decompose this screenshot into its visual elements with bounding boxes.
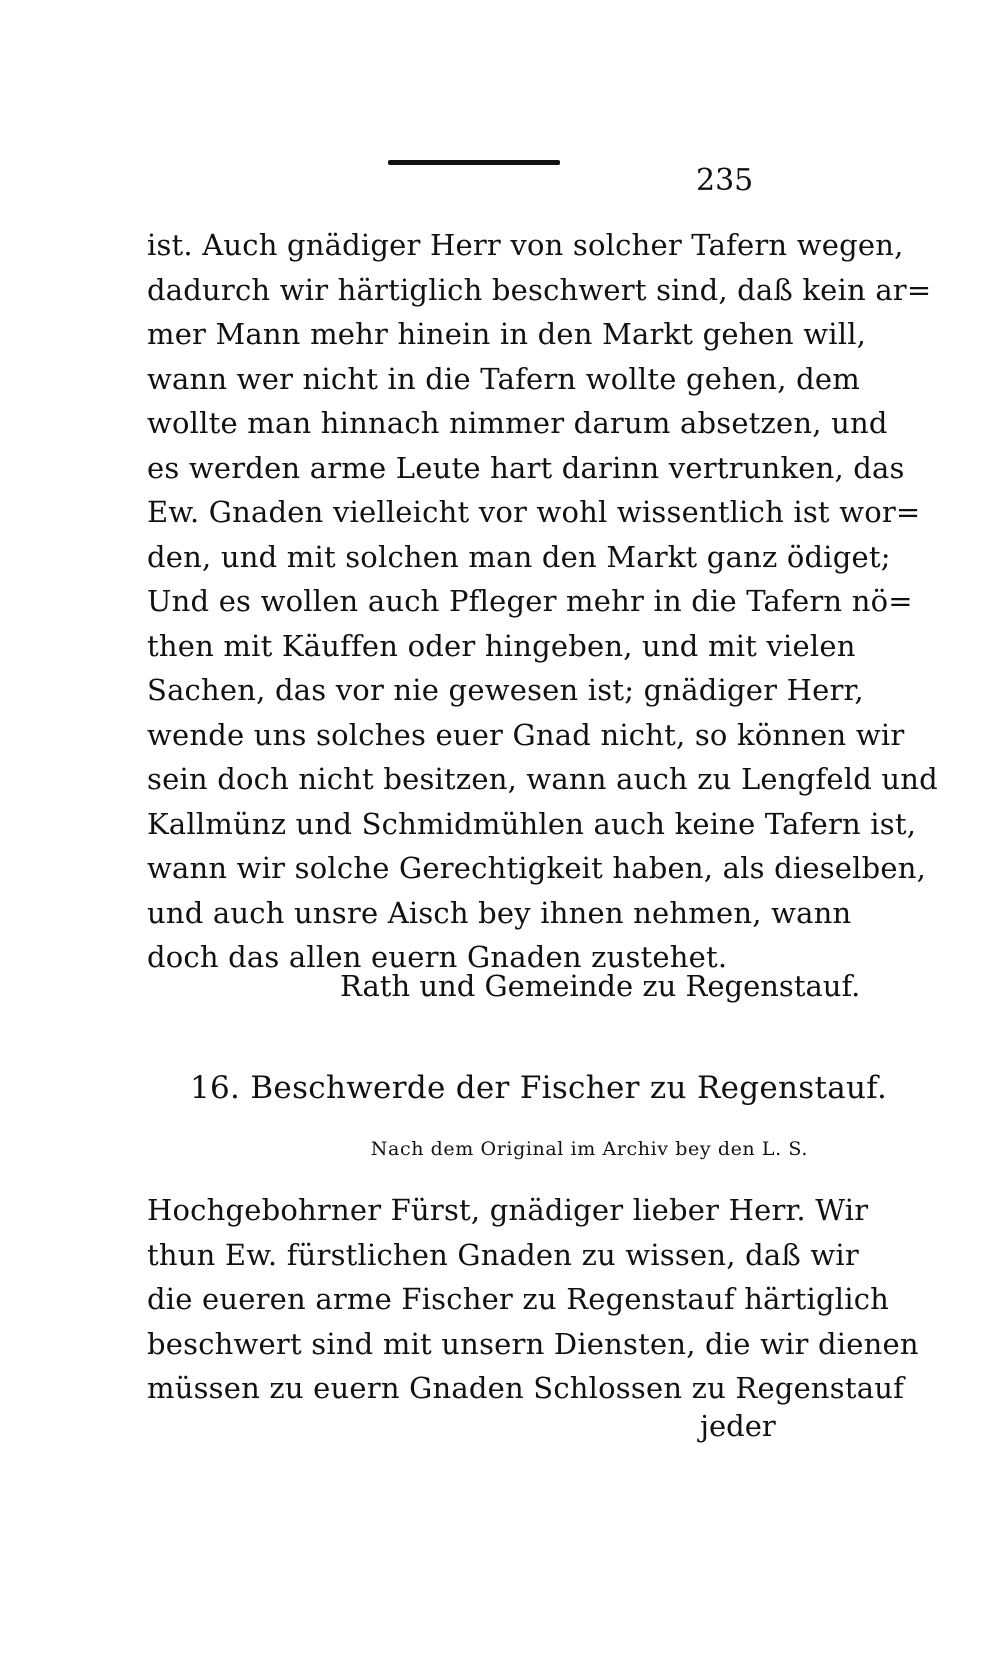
text-line: wann wer nicht in die Tafern wollte gehen, dem (147, 361, 860, 396)
text-line: ist. Auch gnädiger Herr von solcher Tafern wegen, (147, 228, 904, 262)
text-line: und auch unsre Aisch bey ihnen nehmen, wann (147, 895, 852, 930)
text-line: beschwert sind mit unsern Diensten, die wir dienen (147, 1326, 919, 1361)
text-line: Ew. Gnaden vielleicht vor wohl wissentlich ist wor= (147, 495, 921, 529)
text-line: es werden arme Leute hart darinn vertrunken, das (147, 450, 905, 485)
signature-line: Rath und Gemeinde zu Regenstauf. (340, 969, 861, 1003)
text-line: sein doch nicht besitzen, wann auch zu Lengfeld und (147, 762, 938, 796)
text-line: Sachen, das vor nie gewesen ist; gnädiger Herr, (147, 673, 864, 707)
text-line: Hochgebohrner Fürst, gnädiger lieber Herr. Wir (147, 1193, 869, 1227)
text-line: die eueren arme Fischer zu Regenstauf härtiglich (147, 1282, 890, 1316)
text-line: wann wir solche Gerechtigkeit haben, als dieselben, (147, 851, 927, 885)
paragraph-petition-continuation (147, 223, 938, 980)
text-line: müssen zu euern Gnaden Schlossen zu Regenstauf (147, 1371, 905, 1405)
text-line: then mit Käuffen oder hingeben, und mit vielen (147, 628, 856, 663)
paragraph-fishermen-petition (147, 1188, 919, 1411)
text-line: wollte man hinnach nimmer darum absetzen, und (147, 406, 888, 440)
section-heading: 16. Beschwerde der Fischer zu Regenstauf. (190, 1070, 888, 1106)
text-line: Und es wollen auch Pfleger mehr in die Tafern nö= (147, 584, 913, 618)
page-number: 235 (696, 163, 754, 198)
text-line: mer Mann mehr hinein in den Markt gehen will, (147, 317, 867, 351)
catchword: jeder (700, 1409, 776, 1443)
header-rule (388, 160, 560, 165)
source-note: Nach dem Original im Archiv bey den L. S. (370, 1138, 808, 1160)
text-line: Kallmünz und Schmidmühlen auch keine Tafern ist, (147, 806, 917, 841)
text-line: dadurch wir härtiglich beschwert sind, daß kein ar= (147, 272, 932, 307)
text-line: wende uns solches euer Gnad nicht, so können wir (147, 717, 905, 752)
text-line: doch das allen euern Gnaden zustehet. (147, 940, 728, 974)
text-line: thun Ew. fürstlichen Gnaden zu wissen, daß wir (147, 1237, 859, 1272)
text-line: den, und mit solchen man den Markt ganz ödiget; (147, 539, 891, 574)
